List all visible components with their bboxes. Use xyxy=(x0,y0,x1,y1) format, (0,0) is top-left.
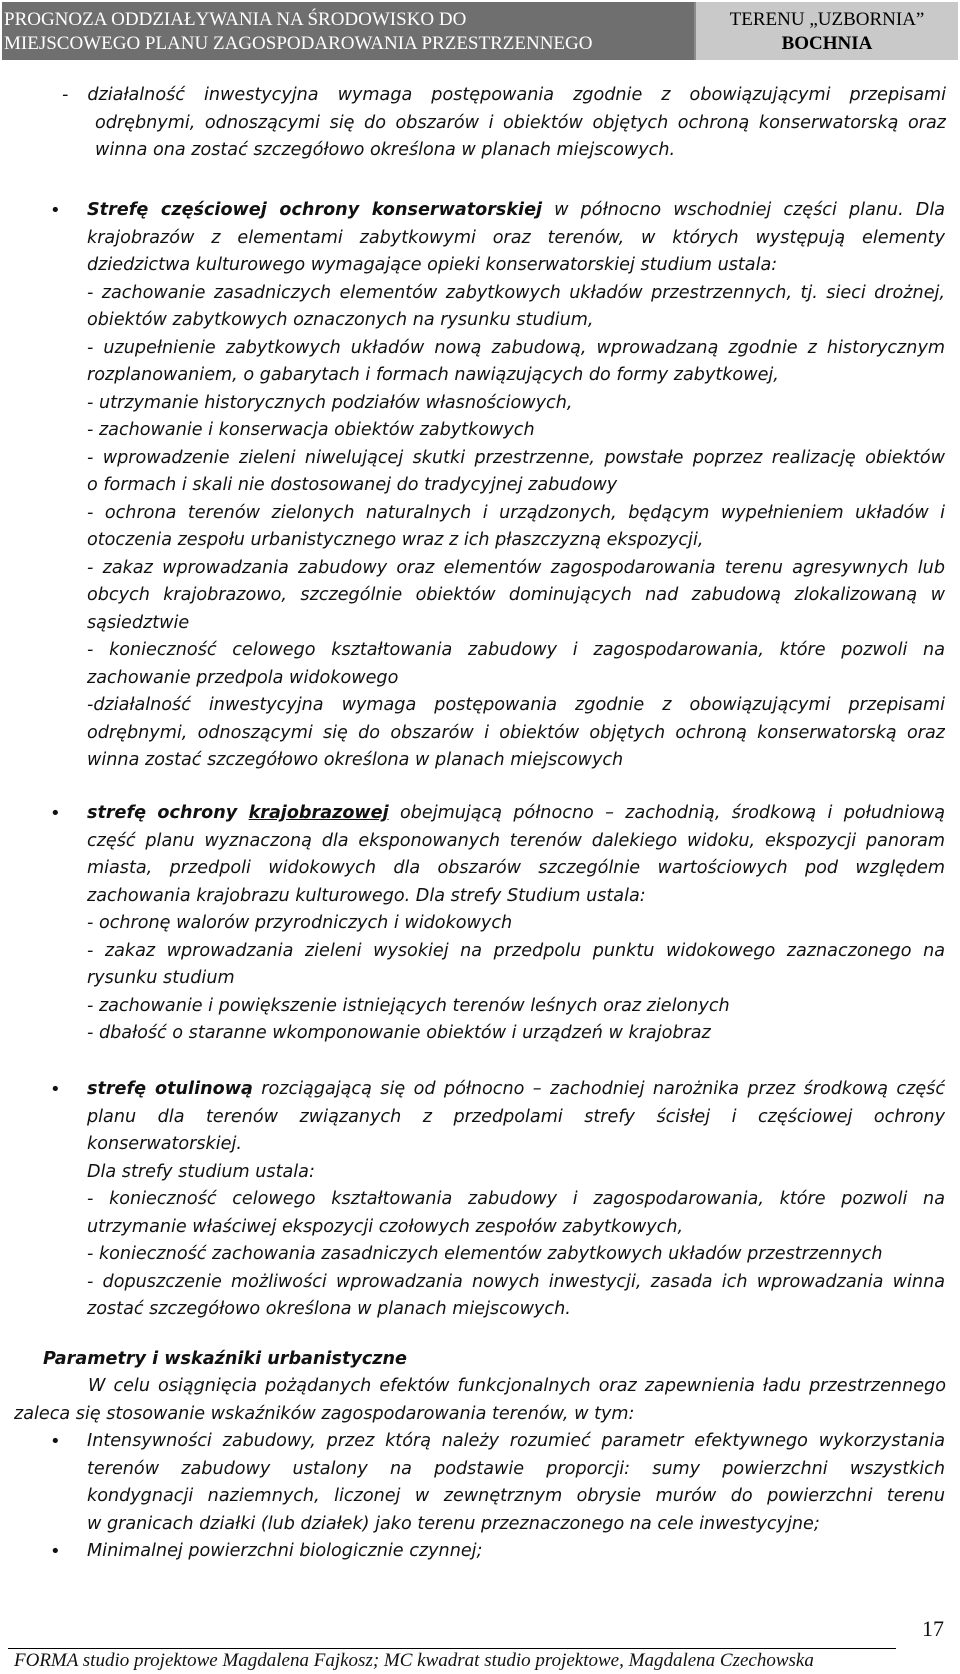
text-line: rysunku studium xyxy=(87,968,235,988)
text-line: Dla strefy studium ustala: xyxy=(87,1161,315,1182)
text-line: - wprowadzenie zieleni niwelującej skutki przestrzenne, powstałe poprzez realizację obiektów xyxy=(87,447,945,468)
text-line: Minimalnej powierzchni biologicznie czynnej; xyxy=(87,1541,483,1561)
text-line: - zakaz wprowadzania zabudowy oraz elementów zagospodarowania terenu agresywnych lub xyxy=(87,557,945,578)
bullet-icon: • xyxy=(50,1431,61,1452)
text-line: zaleca się stosowanie wskaźników zagospodarowania terenów, w tym: xyxy=(14,1403,635,1424)
zone-landscape-title-rest: obejmującą północno – zachodnią, środkową i południową xyxy=(388,803,945,823)
text-line: konserwatorskiej. xyxy=(87,1134,242,1154)
text-line: - uzupełnienie zabytkowych układów nową zabudową, wprowadzaną zgodnie z historycznym xyxy=(87,337,945,358)
text-line: o formach i skali nie dostosowanej do tradycyjnej zabudowy xyxy=(87,475,618,495)
document-header xyxy=(2,2,958,60)
zone-landscape-paragraph xyxy=(87,800,945,1048)
section-heading: Parametry i wskaźniki urbanistyczne xyxy=(43,1349,407,1369)
text-line: zachowanie przedpola widokowego xyxy=(87,667,399,688)
text-line xyxy=(87,800,945,828)
text-line: Intensywności zabudowy, przez którą należy rozumieć parametr efektywnego wykorzystania xyxy=(87,1431,945,1451)
text-line xyxy=(87,1076,945,1104)
zone-otulina-title: strefę otulinową xyxy=(87,1079,253,1099)
footer-credits: FORMA studio projektowe Magdalena Fajkosz; MC kwadrat studio projektowe, Magdalena Czechowska xyxy=(14,1650,814,1671)
text-line: -działalność inwestycyjna wymaga postępowania zgodnie z obowiązującymi przepisami xyxy=(87,695,945,715)
text-line: W celu osiągnięcia pożądanych efektów funkcjonalnych oraz zapewnienia ładu przestrzennego xyxy=(88,1376,946,1396)
bullet-icon: • xyxy=(50,1079,61,1100)
header-location-line-1: TERENU „UZBORNIA” xyxy=(729,9,925,30)
header-location xyxy=(696,2,958,60)
text-line: część planu wyznaczoną dla eksponowanych terenów dalekiego widoku, ekspozycji panoram xyxy=(87,830,945,851)
parameters-item-bio xyxy=(87,1538,945,1566)
bullet-icon: • xyxy=(50,200,61,221)
text-line: obcych krajobrazowo, szczególnie obiektów dominujących nad zabudową zlokalizowaną w xyxy=(87,585,945,605)
text-line: dziedzictwa kulturowego wymagające opieki konserwatorskiej studium ustala: xyxy=(87,255,778,275)
zone-landscape-title-a: strefę xyxy=(87,803,147,823)
text-line: - działalność inwestycyjna wymaga postępowania zgodnie z obowiązującymi przepisami xyxy=(62,85,946,105)
text-line: - konieczność celowego kształtowania zabudowy i zagospodarowania, które pozwoli na xyxy=(87,1189,945,1209)
text-line: obiektów zabytkowych oznaczonych na rysunku studium, xyxy=(87,310,594,330)
text-line: rozplanowaniem, o gabarytach i formach nawiązujących do formy zabytkowej, xyxy=(87,365,779,385)
text-line: - ochrona terenów zielonych naturalnych i urządzonych, będącym wypełnieniem układów i xyxy=(87,502,945,523)
zone-otulina-paragraph xyxy=(87,1076,945,1324)
text-line: zachowania krajobrazu kulturowego. Dla strefy Studium ustala: xyxy=(87,885,646,906)
text-line: planu dla terenów związanych z przedpolami strefy ścisłej i częściowej ochrony xyxy=(87,1106,945,1127)
text-line: - konieczność celowego kształtowania zabudowy i zagospodarowania, które pozwoli na xyxy=(87,640,945,660)
text-line: - dbałość o staranne wkomponowanie obiektów i urządzeń w krajobraz xyxy=(87,1023,711,1043)
bullet-icon: • xyxy=(50,803,61,824)
page-number: 17 xyxy=(922,1616,944,1641)
bullet-icon: • xyxy=(50,1541,61,1562)
text-line: winna zostać szczegółowo określona w planach miejscowych xyxy=(87,750,624,770)
text-line xyxy=(87,197,945,225)
header-title-line-2: MIEJSCOWEGO PLANU ZAGOSPODAROWANIA PRZESTRZENNEGO xyxy=(4,33,593,54)
header-location-line-2: BOCHNIA xyxy=(781,33,873,54)
parameters-intro xyxy=(14,1373,946,1428)
text-line: - zachowanie i powiększenie istniejących terenów leśnych oraz zielonych xyxy=(87,995,730,1016)
text-line: - dopuszczenie możliwości wprowadzania nowych inwestycji, zasada ich wprowadzania winna xyxy=(87,1271,945,1292)
zone-otulina-title-rest: rozciągającą się od północno – zachodniej narożnika przez środkową część xyxy=(252,1079,945,1099)
header-title xyxy=(2,2,694,60)
text-line: sąsiedztwie xyxy=(87,612,190,633)
text-line: - ochronę walorów przyrodniczych i widokowych xyxy=(87,913,513,933)
text-line: - zakaz wprowadzania zieleni wysokiej na przedpolu punktu widokowego zaznaczonego na xyxy=(87,940,945,961)
text-line: terenów zabudowy ustalony na podstawie proporcji: sumy powierzchni wszystkich xyxy=(87,1458,945,1479)
text-line: w granicach działki (lub działek) jako terenu przeznaczonego na cele inwestycyjne; xyxy=(87,1513,820,1534)
text-line: zostać szczegółowo określona w planach miejscowych. xyxy=(87,1299,571,1319)
text-line: odrębnymi, odnoszącymi się do obszarów i obiektów objętych ochroną konserwatorską oraz xyxy=(95,112,946,133)
header-title-line-1: PROGNOZA ODDZIAŁYWANIA NA ŚRODOWISKO DO xyxy=(4,9,467,30)
zone-landscape-title-b: ochrony xyxy=(157,803,238,823)
zone-partial-paragraph xyxy=(87,197,945,775)
text-line: kondygnacji naziemnych, liczonej w zewnętrznym obrysie murów do powierzchni terenu xyxy=(87,1486,945,1506)
zone-partial-title: Strefę częściowej ochrony konserwatorskiej xyxy=(87,200,543,220)
text-line: - konieczność zachowania zasadniczych elementów zabytkowych układów przestrzennych xyxy=(87,1244,883,1264)
footer-divider xyxy=(8,1648,896,1649)
zone-landscape-title-c: krajobrazowej xyxy=(248,803,389,823)
text-line: miasta, przedpoli widokowych dla obszarów szczególnie wartościowych pod względem xyxy=(87,858,945,878)
text-line: krajobrazów z elementami zabytkowymi oraz terenów, w których występują elementy xyxy=(87,227,945,248)
text-line: - utrzymanie historycznych podziałów własnościowych, xyxy=(87,392,573,413)
text-line: utrzymanie właściwej ekspozycji czołowych zespołów zabytkowych, xyxy=(87,1216,684,1237)
text-line: otoczenia zespołu urbanistycznego wraz z ich płaszczyzną ekspozycji, xyxy=(87,530,704,550)
zone-partial-title-rest: w północno wschodniej części planu. Dla xyxy=(542,200,945,220)
text-line: winna ona zostać szczegółowo określona w planach miejscowych. xyxy=(95,140,676,160)
text-line: - zachowanie i konserwacja obiektów zabytkowych xyxy=(87,420,535,440)
text-line: odrębnymi, odnoszącymi się do obszarów i obiektów objętych ochroną konserwatorską oraz xyxy=(87,722,945,743)
text-line: - zachowanie zasadniczych elementów zabytkowych układów przestrzennych, tj. sieci drożnej, xyxy=(87,282,945,303)
intro-paragraph xyxy=(62,82,946,165)
parameters-item-intensity xyxy=(87,1428,945,1538)
